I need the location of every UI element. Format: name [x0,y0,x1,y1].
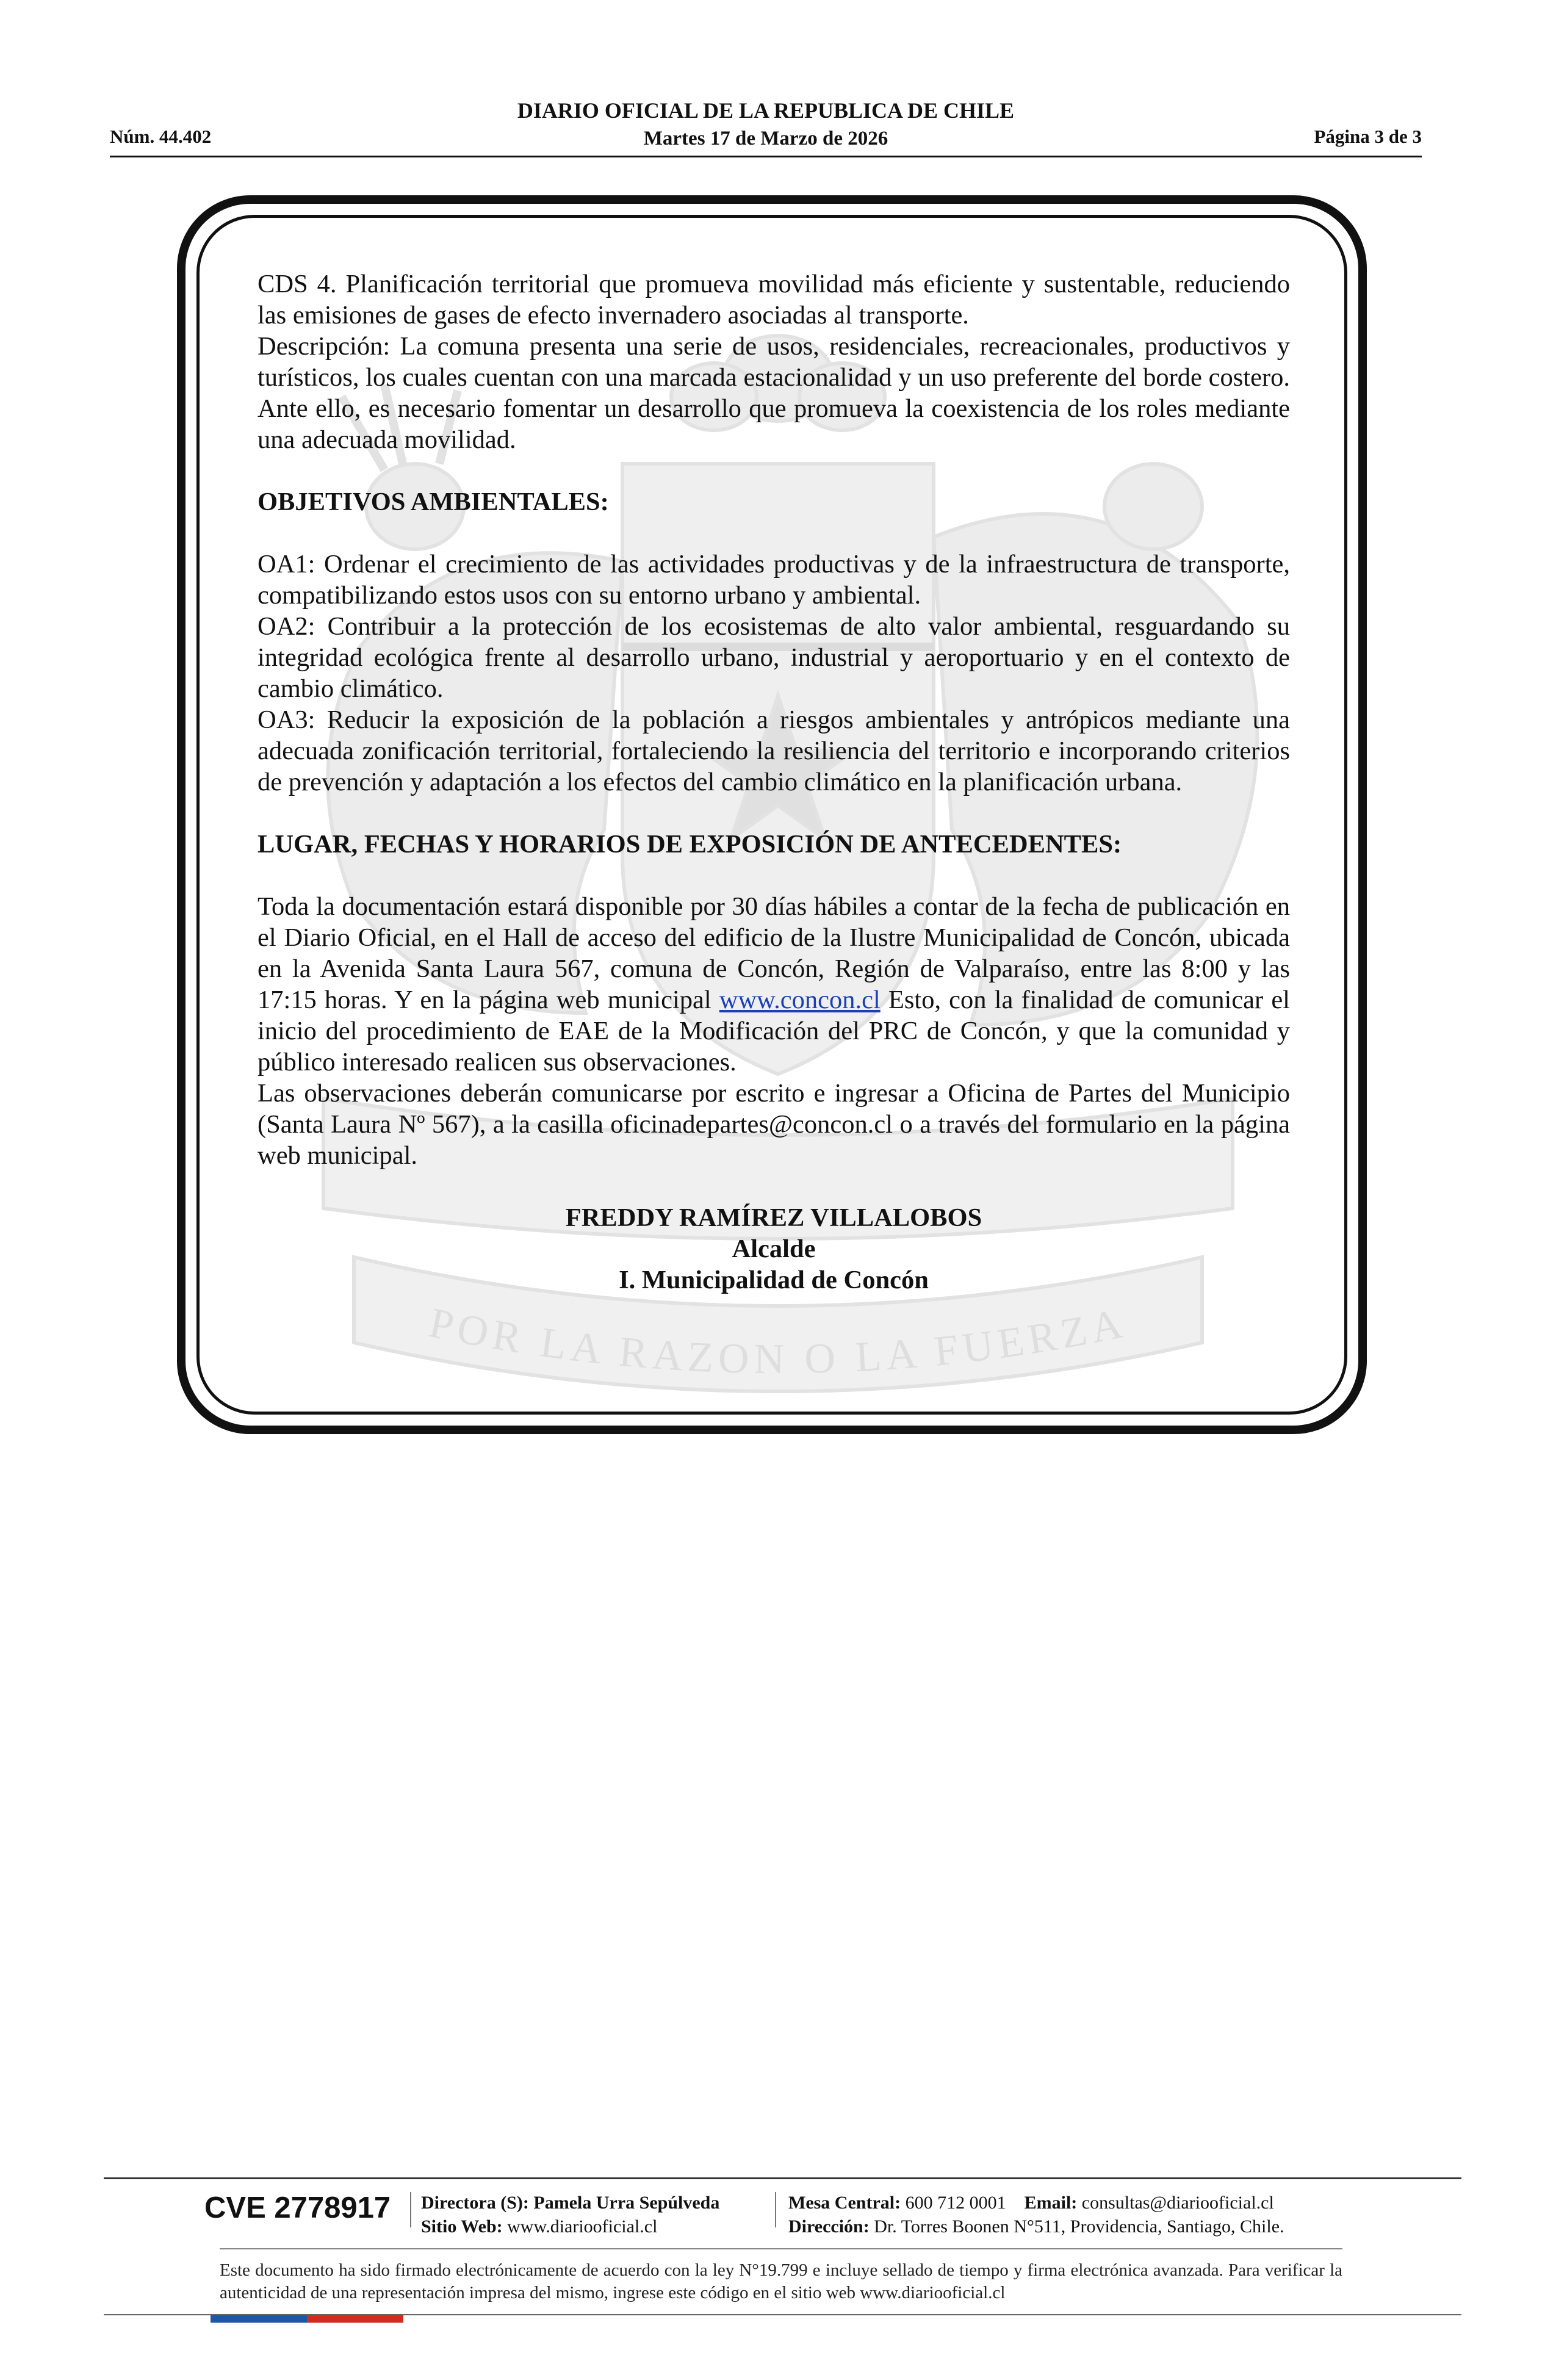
cds4-description: Descripción: La comuna presenta una serie de usos, residenciales, recreacionales, productivos y turísticos, los cuales cuentan con una marcada estacionalidad y un uso preferente del borde costero. Ante ello, es necesario fomentar un desarrollo que promueva la coexistencia de los roles mediante una adecuada movilidad. [258,332,1290,454]
objective-oa2: OA2: Contribuir a la protección de los ecosistemas de alto valor ambiental, resguardando su integridad ecológica frente al desarrollo urbano, industrial y aeroportuario y en el contexto de cambio climático. [258,612,1290,703]
exposure-heading: LUGAR, FECHAS Y HORARIOS DE EXPOSICIÓN DE ANTECEDENTES: [258,830,1122,859]
publication-masthead [110,96,1422,153]
cve-code: CVE 2778917 [204,2191,391,2224]
director-label: Directora (S): [421,2193,529,2213]
footer-divider-top [104,2177,1461,2179]
flag-stripe-blue [211,2315,307,2323]
exposure-text-end: Esto, con la finalidad de comunicar el inicio del procedimiento de EAE de la Modificación del PRC de Concón, y que la comunidad y público interesado realicen sus observaciones. [258,986,1290,1076]
signer-organization: I. Municipalidad de Concón [619,1266,929,1294]
header-divider [110,156,1422,157]
footer-separator [410,2192,411,2227]
footer-separator [775,2192,776,2227]
director-name: Pamela Urra Sepúlveda [533,2193,720,2213]
cds4-paragraph: CDS 4. Planificación territorial que promueva movilidad más eficiente y sustentable, reduciendo las emisiones de gases de efecto invernadero asociadas al transporte. [258,270,1290,330]
address-label: Dirección: [788,2216,870,2237]
signature-block [258,1202,1290,1296]
notice-content [258,269,1290,1296]
exposure-paragraph [258,891,1290,1078]
footer-contact-left [421,2191,719,2238]
footer-divider-middle [220,2248,1342,2249]
watermark-motto: POR LA RAZON O LA FUERZA [425,1299,1131,1383]
phone-label: Mesa Central: [788,2193,901,2213]
email-value[interactable]: consultas@diariooficial.cl [1081,2193,1274,2213]
email-label: Email: [1024,2193,1078,2213]
publication-date: Martes 17 de Marzo de 2026 [643,128,888,150]
exposure-text-start: Toda la documentación estará disponible por 30 días hábiles a contar de la fecha de publicación en el Diario Oficial, en el Hall de acceso del edificio de la Ilustre Municipalidad de Concón, ubicada en la Avenida Santa Laura 567, comuna de Concón, Región de Valparaíso, entre las 8:00 y las 17:15 horas. Y en la página web municipal [258,892,1290,1014]
objective-oa1: OA1: Ordenar el crecimiento de las actividades productivas y de la infraestructura de transporte, compatibilizando estos usos con su entorno urbano y ambiental. [258,550,1290,610]
municipal-website-link[interactable]: www.concon.cl [719,986,881,1014]
footer-contact-right [788,2191,1284,2238]
electronic-signature-notice: Este documento ha sido firmado electrónicamente de acuerdo con la ley N°19.799 e incluye sellado de tiempo y firma electrónica avanzada. Para verificar la autenticidad de una representación impresa del mismo, ingrese este código en el sitio web www.diariooficial.cl [220,2260,1342,2302]
flag-stripe-red [307,2315,403,2323]
observations-paragraph: Las observaciones deberán comunicarse por escrito e ingresar a Oficina de Partes del Municipio (Santa Laura Nº 567), a la casilla oficinadepartes@concon.cl o a través del formulario en la página web municipal. [258,1079,1290,1170]
address-value: Dr. Torres Boonen N°511, Providencia, Santiago, Chile. [874,2216,1284,2237]
page-header [110,92,1422,159]
phone-value: 600 712 0001 [905,2193,1006,2213]
objectives-heading: OBJETIVOS AMBIENTALES: [258,488,609,516]
signer-role: Alcalde [732,1235,816,1263]
website-label: Sitio Web: [421,2216,503,2237]
publication-title: DIARIO OFICIAL DE LA REPUBLICA DE CHILE [517,98,1015,123]
issue-number: Núm. 44.402 [110,126,212,147]
objective-oa3: OA3: Reducir la exposición de la población a riesgos ambientales y antrópicos mediante una adecuada zonificación territorial, fortaleciendo la resiliencia del territorio e incorporando criterios de prevención y adaptación a los efectos del cambio climático en la planificación urbana. [258,705,1290,796]
signer-name: FREDDY RAMÍREZ VILLALOBOS [565,1203,982,1232]
page-number: Página 3 de 3 [1314,126,1422,147]
website-value[interactable]: www.diariooficial.cl [507,2216,658,2237]
